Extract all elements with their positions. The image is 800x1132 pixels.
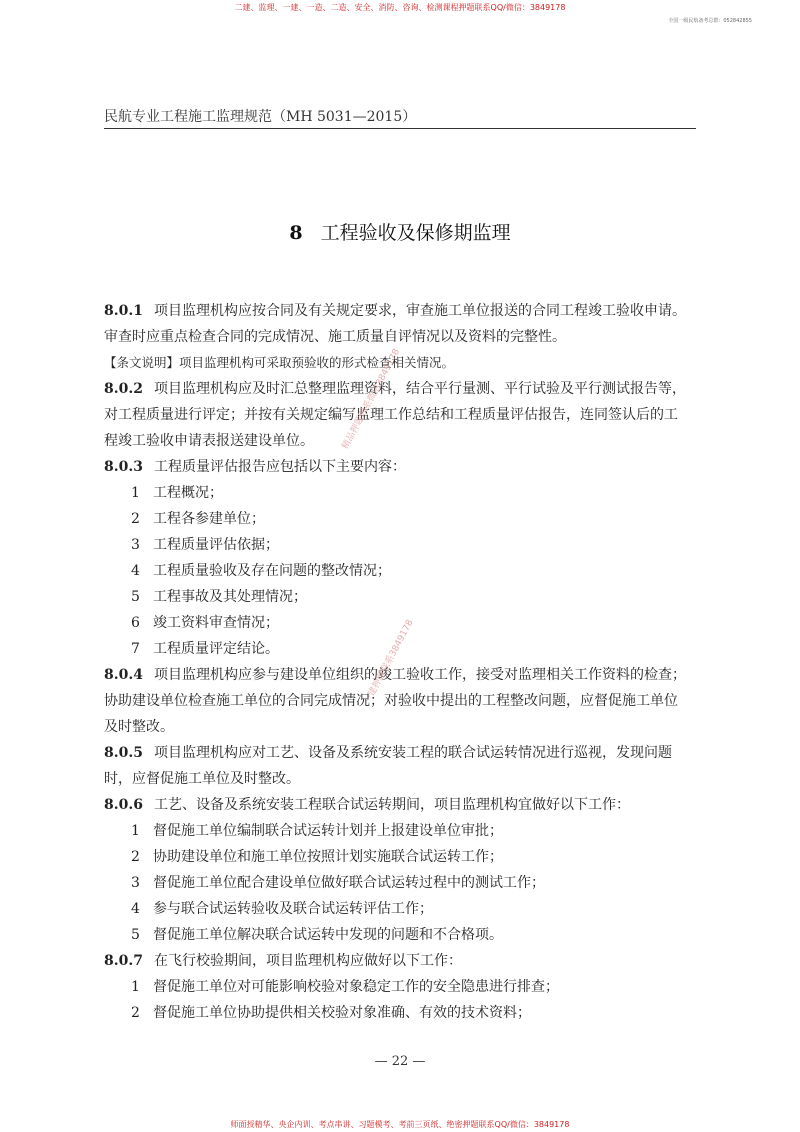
list-item-index: 2 (131, 511, 140, 527)
line-text: 项目监理机构应按合同及有关规定要求，审查施工单位报送的合同工程竣工验收申请。 (154, 303, 686, 319)
list-item (104, 558, 696, 584)
clause-number: 8.0.1 (104, 303, 143, 319)
running-header: 民航专业工程施工监理规范（MH 5031—2015） (104, 109, 417, 125)
watermark: 精品押题联系微信3849178 (340, 347, 403, 452)
top-promo-note: 二建、监理、一建、一造、二造、安全、消防、咨询、检测课程押题联系QQ/微信：3849178 (234, 3, 566, 12)
text-line (104, 714, 696, 740)
line-text: 【条文说明】项目监理机构可采取预验收的形式检查相关情况。 (104, 355, 455, 370)
watermark: 一建押题联系3849178 (362, 618, 416, 707)
header-rule (104, 128, 696, 129)
line-text: 督促施工单位解决联合试运转中发现的问题和不合格项。 (153, 927, 503, 943)
clause-line (104, 298, 696, 324)
line-text: 督促施工单位编制联合试运转计划并上报建设单位审批； (153, 823, 503, 839)
text-line (104, 402, 696, 428)
line-text: 督促施工单位配合建设单位做好联合试运转过程中的测试工作； (153, 875, 545, 891)
list-item-index: 4 (131, 901, 140, 917)
list-item (104, 844, 696, 870)
clause-number: 8.0.6 (104, 797, 143, 813)
list-item (104, 922, 696, 948)
line-text: 工艺、设备及系统安装工程联合试运转期间，项目监理机构宜做好以下工作： (154, 797, 630, 813)
line-text: 工程质量验收及存在问题的整改情况； (153, 563, 391, 579)
line-text: 工程概况； (153, 485, 223, 501)
line-text: 参与联合试运转验收及联合试运转评估工作； (153, 901, 433, 917)
line-text: 工程质量评估依据； (153, 537, 279, 553)
list-item-index: 7 (131, 641, 140, 657)
list-item (104, 974, 696, 1000)
line-text: 项目监理机构应参与建设单位组织的竣工验收工作，接受对监理相关工作资料的检查； (154, 667, 686, 683)
line-text: 督促施工单位对可能影响校验对象稳定工作的安全隐患进行排查； (153, 979, 559, 995)
list-item (104, 584, 696, 610)
list-item (104, 506, 696, 532)
clause-line (104, 454, 696, 480)
bottom-promo-note: 师面授精华、央企内训、考点串讲、习题模考、考前三页纸、绝密押题联系QQ/微信：3849178 (230, 1120, 570, 1129)
line-text: 及时整改。 (104, 719, 174, 735)
list-item-index: 1 (131, 823, 140, 839)
document-body (104, 298, 696, 1026)
list-item-index: 5 (131, 927, 140, 943)
line-text: 工程质量评估报告应包括以下主要内容： (154, 459, 406, 475)
line-text: 项目监理机构应及时汇总整理监理资料，结合平行量测、平行试验及平行测试报告等， (154, 381, 686, 397)
line-text: 协助建设单位和施工单位按照计划实施联合试运转工作； (153, 849, 503, 865)
clause-number: 8.0.7 (104, 953, 143, 969)
list-item-index: 1 (131, 485, 140, 501)
text-line (104, 428, 696, 454)
list-item-index: 6 (131, 615, 140, 631)
text-line (104, 324, 696, 350)
list-item (104, 480, 696, 506)
list-item (104, 870, 696, 896)
line-text: 在飞行校验期间，项目监理机构应做好以下工作： (154, 953, 462, 969)
line-text: 协助建设单位检查施工单位的合同完成情况；对验收中提出的工程整改问题，应督促施工单位 (104, 693, 678, 709)
chapter-title (0, 218, 800, 245)
text-line (104, 766, 696, 792)
clause-number: 8.0.3 (104, 459, 143, 475)
list-item-index: 5 (131, 589, 140, 605)
line-text: 工程质量评定结论。 (153, 641, 279, 657)
list-item (104, 1000, 696, 1026)
list-item (104, 896, 696, 922)
clause-line (104, 376, 696, 402)
chapter-heading: 工程验收及保修期监理 (320, 222, 511, 244)
list-item-index: 2 (131, 1005, 140, 1021)
page-number: — 22 — (374, 1054, 426, 1069)
list-item-index: 2 (131, 849, 140, 865)
line-text: 项目监理机构应对工艺、设备及系统安装工程的联合试运转情况进行巡视，发现问题 (154, 745, 672, 761)
clause-number: 8.0.5 (104, 745, 143, 761)
list-item-index: 1 (131, 979, 140, 995)
list-item-index: 3 (131, 875, 140, 891)
clause-number: 8.0.4 (104, 667, 143, 683)
top-right-note: 全国一级民航备考总群：052842855 (668, 18, 752, 24)
line-text: 督促施工单位协助提供相关校验对象准确、有效的技术资料； (153, 1005, 531, 1021)
list-item-index: 4 (131, 563, 140, 579)
line-text: 程竣工验收申请表报送建设单位。 (104, 433, 314, 449)
clause-line (104, 662, 696, 688)
list-item (104, 532, 696, 558)
clause-number: 8.0.2 (104, 381, 143, 397)
line-text: 时，应督促施工单位及时整改。 (104, 771, 300, 787)
line-text: 工程事故及其处理情况； (153, 589, 307, 605)
line-text: 竣工资料审查情况； (153, 615, 279, 631)
list-item (104, 818, 696, 844)
text-line (104, 688, 696, 714)
line-text: 工程各参建单位； (153, 511, 265, 527)
chapter-number: 8 (289, 222, 303, 244)
clause-line (104, 740, 696, 766)
clause-line (104, 792, 696, 818)
clause-line (104, 948, 696, 974)
line-text: 审查时应重点检查合同的完成情况、施工质量自评情况以及资料的完整性。 (104, 329, 566, 345)
list-item-index: 3 (131, 537, 140, 553)
line-text: 对工程质量进行评定；并按有关规定编写监理工作总结和工程质量评估报告，连同签认后的工 (104, 407, 678, 423)
